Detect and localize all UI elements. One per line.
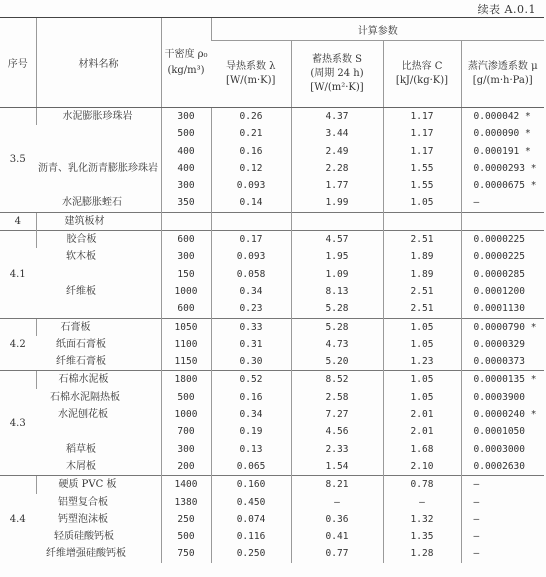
density-value: 300: [161, 248, 211, 265]
table-row: [0, 441, 544, 458]
material-name: 石膏板: [36, 318, 161, 336]
header-density-line1: 干密度 ρ₀: [164, 48, 208, 60]
material-name: [36, 143, 161, 160]
vapor-value: 0.000090 *: [461, 125, 544, 142]
vapor-value: 0.0001130: [461, 300, 544, 318]
vapor-value: 0.0000225: [461, 231, 544, 249]
density-value: 500: [161, 389, 211, 406]
table-row: [0, 371, 544, 389]
vapor-value: —: [461, 194, 544, 212]
table-row: [0, 143, 544, 160]
table-body: [0, 108, 544, 563]
table-row: [0, 423, 544, 440]
storage-value: 4.57: [291, 231, 383, 249]
table-row: [0, 266, 544, 283]
vapor-value: —: [461, 476, 544, 494]
density-value: 1800: [161, 371, 211, 389]
table-row: [0, 545, 544, 562]
conductivity-value: 0.160: [211, 476, 291, 494]
group-seq: 4: [0, 212, 36, 230]
density-value: 250: [161, 511, 211, 528]
heat-value: 2.51: [383, 231, 461, 249]
heat-value: 1.17: [383, 125, 461, 142]
material-name: 稻草板: [66, 443, 96, 455]
storage-value: 0.36: [291, 511, 383, 528]
material-name: 纤维石膏板: [56, 356, 106, 368]
conductivity-value: 0.33: [211, 318, 291, 336]
material-name: 木屑板: [66, 460, 96, 472]
heat-value: 1.89: [383, 248, 461, 265]
table-row: [0, 318, 544, 336]
storage-value: 1.95: [291, 248, 383, 265]
storage-value: 4.56: [291, 423, 383, 440]
conductivity-value: 0.250: [211, 545, 291, 562]
header-heat: [383, 41, 461, 108]
header-vapor-line1: 蒸汽渗透系数 μ: [467, 61, 538, 72]
vapor-value: 0.0000240 *: [461, 406, 544, 423]
table-row: [0, 476, 544, 494]
conductivity-value: 0.17: [211, 231, 291, 249]
conductivity-value: [211, 212, 291, 230]
continued-table-label: 续表 A.0.1: [477, 3, 536, 16]
header-vapor: [461, 41, 544, 108]
storage-value: 4.37: [291, 108, 383, 126]
heat-value: 1.23: [383, 353, 461, 371]
material-name: [36, 300, 161, 318]
vapor-value: 0.0000285: [461, 266, 544, 283]
storage-value: 2.58: [291, 389, 383, 406]
heat-value: 1.89: [383, 266, 461, 283]
conductivity-value: 0.16: [211, 389, 291, 406]
density-value: 1400: [161, 476, 211, 494]
density-value: 300: [161, 108, 211, 126]
header-vapor-line2: [g/(m·h·Pa)]: [472, 75, 533, 86]
table-row: [0, 194, 544, 212]
density-value: 500: [161, 125, 211, 142]
header-conductivity: [211, 41, 291, 108]
material-name: 轻质硅酸钙板: [54, 531, 114, 543]
header-calc-params: 计算参数: [211, 18, 544, 41]
density-value: 1000: [161, 283, 211, 300]
material-name: 钙塑泡沫板: [58, 513, 108, 525]
header-density-line2: (kg/m³): [167, 64, 205, 76]
heat-value: 2.01: [383, 406, 461, 423]
group-seq: 4.4: [0, 476, 36, 563]
heat-value: 2.51: [383, 300, 461, 318]
heat-value: 1.05: [383, 194, 461, 212]
density-value: 600: [161, 231, 211, 249]
material-name: 铝塑复合板: [58, 496, 108, 508]
heat-value: 1.05: [383, 336, 461, 353]
conductivity-value: 0.34: [211, 406, 291, 423]
material-name: 软木板: [66, 251, 96, 263]
density-value: 1000: [161, 406, 211, 423]
density-value: 150: [161, 266, 211, 283]
table-row: [0, 212, 544, 230]
conductivity-value: 0.074: [211, 511, 291, 528]
vapor-value: 0.0000675 *: [461, 177, 544, 194]
material-name: 水泥膨胀珍珠岩: [36, 108, 161, 126]
density-value: 350: [161, 194, 211, 212]
density-value: 500: [161, 528, 211, 545]
heat-value: 1.68: [383, 441, 461, 458]
table-row: [0, 160, 544, 177]
table-row: [0, 389, 544, 406]
storage-value: 1.99: [291, 194, 383, 212]
vapor-value: 0.000042 *: [461, 108, 544, 126]
density-value: 1050: [161, 318, 211, 336]
storage-value: 0.77: [291, 545, 383, 562]
table-row: [0, 494, 544, 511]
density-value: 700: [161, 423, 211, 440]
conductivity-value: 0.21: [211, 125, 291, 142]
heat-value: 1.05: [383, 371, 461, 389]
table-row: [0, 406, 544, 423]
conductivity-value: 0.23: [211, 300, 291, 318]
vapor-value: 0.0000135 *: [461, 371, 544, 389]
density-value: [161, 212, 211, 230]
vapor-value: 0.0001200: [461, 283, 544, 300]
storage-value: 2.49: [291, 143, 383, 160]
storage-value: 0.41: [291, 528, 383, 545]
material-thermal-table: [0, 17, 544, 563]
header-density: [161, 18, 211, 108]
header-storage-line1: 蓄热系数 S: [311, 54, 363, 65]
table-row: [0, 528, 544, 545]
heat-value: 1.17: [383, 108, 461, 126]
heat-value: 0.78: [383, 476, 461, 494]
conductivity-value: 0.52: [211, 371, 291, 389]
table-row: [0, 353, 544, 371]
conductivity-value: 0.12: [211, 160, 291, 177]
storage-value: 2.28: [291, 160, 383, 177]
header-material: 材料名称: [36, 18, 161, 108]
table-row: [0, 231, 544, 249]
conductivity-value: 0.093: [211, 177, 291, 194]
conductivity-value: 0.31: [211, 336, 291, 353]
header-conductivity-line1: 导热系数 λ: [225, 61, 276, 72]
heat-value: 1.32: [383, 511, 461, 528]
heat-value: 1.05: [383, 389, 461, 406]
storage-value: 4.73: [291, 336, 383, 353]
group-seq: 3.5: [0, 108, 36, 213]
heat-value: 2.01: [383, 423, 461, 440]
heat-value: 1.55: [383, 160, 461, 177]
storage-value: 1.54: [291, 458, 383, 476]
header-seq: 序号: [0, 18, 36, 108]
table-row: [0, 336, 544, 353]
conductivity-value: 0.116: [211, 528, 291, 545]
vapor-value: —: [461, 528, 544, 545]
conductivity-value: 0.34: [211, 283, 291, 300]
header-heat-line2: [kJ/(kg·K)]: [395, 75, 449, 86]
density-value: 300: [161, 441, 211, 458]
vapor-value: 0.0003000: [461, 441, 544, 458]
conductivity-value: 0.19: [211, 423, 291, 440]
vapor-value: 0.000191 *: [461, 143, 544, 160]
vapor-value: 0.0000293 *: [461, 160, 544, 177]
header-storage: [291, 41, 383, 108]
material-name: 硬质 PVC 板: [36, 476, 161, 494]
conductivity-value: 0.30: [211, 353, 291, 371]
material-name: 纤维板: [66, 285, 96, 297]
storage-value: 8.13: [291, 283, 383, 300]
conductivity-value: 0.26: [211, 108, 291, 126]
storage-value: 7.27: [291, 406, 383, 423]
vapor-value: 0.0002630: [461, 458, 544, 476]
vapor-value: 0.0000225: [461, 248, 544, 265]
heat-value: 2.51: [383, 283, 461, 300]
material-name: 水泥膨胀蛭石: [62, 197, 122, 209]
density-value: 400: [161, 160, 211, 177]
material-name: 石棉水泥板: [36, 371, 161, 389]
material-name: 水泥刨花板: [58, 409, 108, 421]
group-seq: 4.3: [0, 371, 36, 476]
material-name: [36, 423, 161, 440]
vapor-value: —: [461, 494, 544, 511]
vapor-value: 0.0003900: [461, 389, 544, 406]
material-name: [36, 266, 161, 283]
material-name: 纸面石膏板: [56, 338, 106, 350]
vapor-value: 0.0000790 *: [461, 318, 544, 336]
header-storage-line2: (周期 24 h): [310, 68, 364, 79]
material-name: 石棉水泥隔热板: [50, 391, 120, 403]
heat-value: 1.55: [383, 177, 461, 194]
header-heat-line1: 比热容 C: [401, 61, 443, 72]
header-conductivity-line2: [W/(m·K)]: [226, 75, 276, 86]
table-row: [0, 458, 544, 476]
material-name: 纤维增强硅酸钙板: [46, 548, 126, 560]
heat-value: 2.10: [383, 458, 461, 476]
material-name: 建筑板材: [36, 212, 161, 230]
table-row: [0, 300, 544, 318]
vapor-value: —: [461, 545, 544, 562]
conductivity-value: 0.14: [211, 194, 291, 212]
storage-value: 5.28: [291, 300, 383, 318]
table-row: [0, 108, 544, 126]
conductivity-value: 0.065: [211, 458, 291, 476]
conductivity-value: 0.16: [211, 143, 291, 160]
vapor-value: —: [461, 511, 544, 528]
material-name: 沥青、乳化沥青膨胀珍珠岩: [38, 162, 158, 174]
heat-value: [383, 212, 461, 230]
density-value: 1100: [161, 336, 211, 353]
storage-value: 1.77: [291, 177, 383, 194]
vapor-value: [461, 212, 544, 230]
storage-value: 2.33: [291, 441, 383, 458]
storage-value: 1.09: [291, 266, 383, 283]
header-storage-line3: [W/(m²·K)]: [310, 82, 364, 93]
conductivity-value: 0.093: [211, 248, 291, 265]
storage-value: 5.28: [291, 318, 383, 336]
heat-value: 1.17: [383, 143, 461, 160]
material-name: 胶合板: [36, 231, 161, 249]
material-name: [36, 125, 161, 142]
density-value: 200: [161, 458, 211, 476]
vapor-value: 0.0000329: [461, 336, 544, 353]
table-row: [0, 283, 544, 300]
storage-value: 3.44: [291, 125, 383, 142]
heat-value: —: [383, 494, 461, 511]
heat-value: 1.28: [383, 545, 461, 562]
group-seq: 4.1: [0, 231, 36, 318]
heat-value: 1.35: [383, 528, 461, 545]
density-value: 400: [161, 143, 211, 160]
density-value: 1380: [161, 494, 211, 511]
table-row: [0, 125, 544, 142]
conductivity-value: 0.450: [211, 494, 291, 511]
conductivity-value: 0.058: [211, 266, 291, 283]
conductivity-value: 0.13: [211, 441, 291, 458]
vapor-value: 0.0001050: [461, 423, 544, 440]
storage-value: 8.52: [291, 371, 383, 389]
density-value: 750: [161, 545, 211, 562]
table-row: [0, 511, 544, 528]
group-seq: 4.2: [0, 318, 36, 371]
table-row: [0, 248, 544, 265]
density-value: 1150: [161, 353, 211, 371]
density-value: 600: [161, 300, 211, 318]
storage-value: —: [291, 494, 383, 511]
storage-value: [291, 212, 383, 230]
storage-value: 8.21: [291, 476, 383, 494]
heat-value: 1.05: [383, 318, 461, 336]
material-name: [36, 177, 161, 194]
vapor-value: 0.0000373: [461, 353, 544, 371]
table-row: [0, 177, 544, 194]
density-value: 300: [161, 177, 211, 194]
storage-value: 5.20: [291, 353, 383, 371]
